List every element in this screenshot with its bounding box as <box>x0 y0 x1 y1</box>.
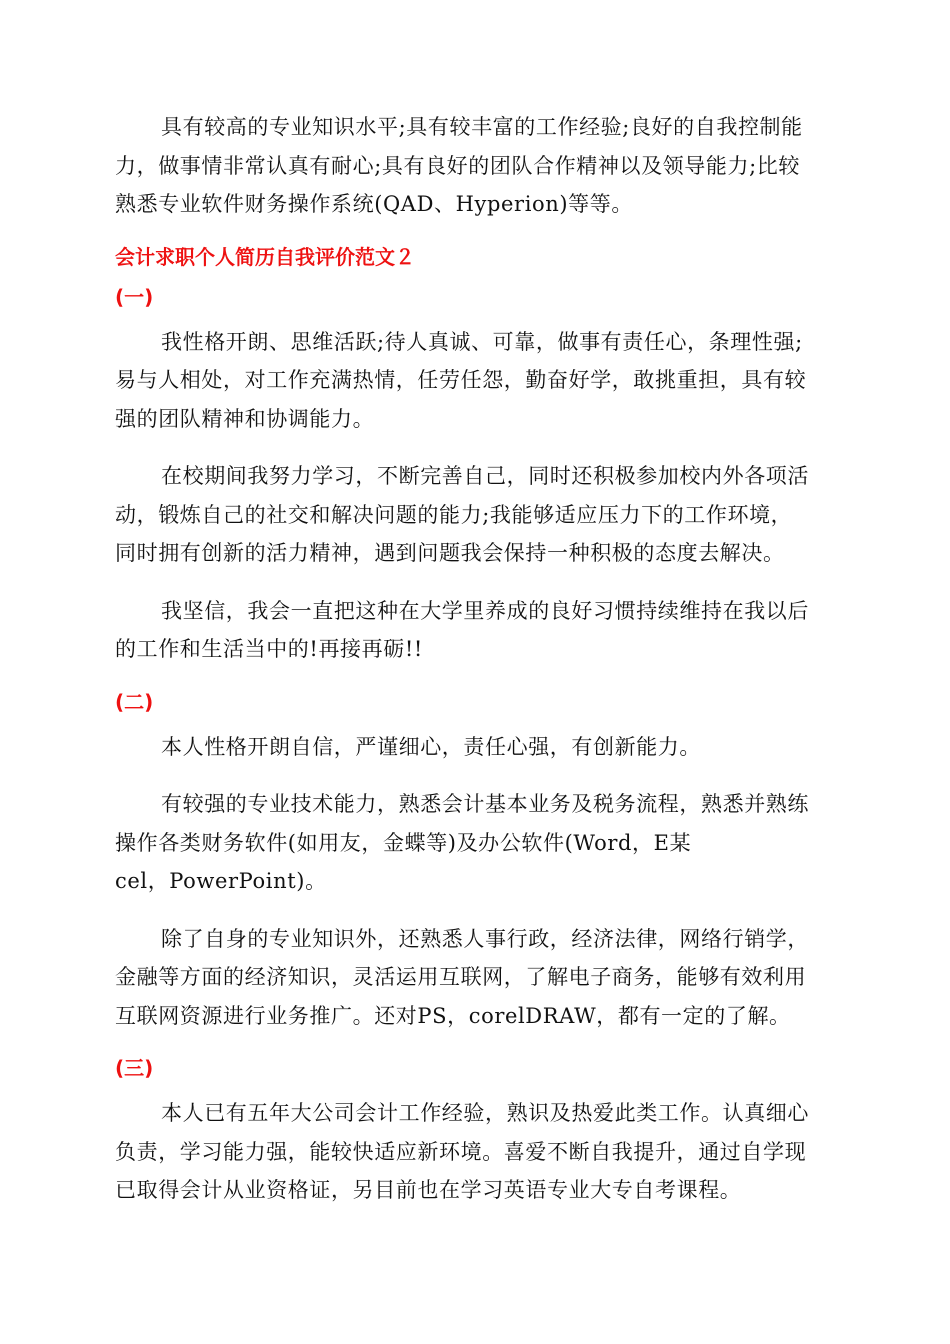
text-line: 除了自身的专业知识外，还熟悉人事行政，经济法律，网络行销学， <box>161 926 809 951</box>
text-line: 操作各类财务软件(如用友，金蝶等)及办公软件(Word，E某 <box>115 830 692 855</box>
intro-paragraph <box>115 108 835 224</box>
text-line: 已取得会计从业资格证，另目前也在学习英语专业大专自考课程。 <box>115 1178 742 1202</box>
text-line: 金融等方面的经济知识，灵活运用互联网，了解电子商务，能够有效利用 <box>115 965 807 989</box>
text-line: 动，锻炼自己的社交和解决问题的能力;我能够适应压力下的工作环境， <box>115 502 793 527</box>
text-line: 在校期间我努力学习，不断完善自己，同时还积极参加校内外各项活 <box>161 464 809 488</box>
document-page <box>115 108 835 1229</box>
text-line: 有较强的专业技术能力，熟悉会计基本业务及税务流程，熟悉并熟练 <box>161 792 809 816</box>
paragraph <box>115 920 835 1036</box>
paragraph <box>115 323 835 439</box>
text-line: 同时拥有创新的活力精神，遇到问题我会保持一种积极的态度去解决。 <box>115 541 785 565</box>
text-line: 本人性格开朗自信，严谨细心，责任心强，有创新能力。 <box>161 734 701 759</box>
section-label-2: (二) <box>115 689 154 714</box>
text-line: 我性格开朗、思维活跃;待人真诚、可靠，做事有责任心，条理性强; <box>161 329 803 354</box>
text-line: cel，PowerPoint)。 <box>115 869 327 893</box>
text-line: 熟悉专业软件财务操作系统(QAD、Hyperion)等等。 <box>115 192 633 216</box>
text-line: 互联网资源进行业务推广。还对PS，corelDRAW，都有一定的了解。 <box>115 1003 791 1028</box>
text-line: 强的团队精神和协调能力。 <box>115 406 375 431</box>
section-title: 会计求职个人简历自我评价范文２ <box>115 244 415 269</box>
text-line: 负责，学习能力强，能较快适应新环境。喜爱不断自我提升，通过自学现 <box>115 1139 807 1164</box>
paragraph <box>115 1094 835 1210</box>
text-line: 的工作和生活当中的!再接再砺!! <box>115 637 423 661</box>
text-line: 我坚信，我会一直把这种在大学里养成的良好习惯持续维持在我以后 <box>161 598 809 623</box>
text-line: 力，做事情非常认真有耐心;具有良好的团队合作精神以及领导能力;比较 <box>115 153 800 178</box>
paragraph <box>115 728 835 767</box>
text-line: 本人已有五年大公司会计工作经验，熟识及热爱此类工作。认真细心 <box>161 1101 809 1125</box>
paragraph <box>115 457 835 573</box>
paragraph <box>115 592 835 669</box>
text-line: 具有较高的专业知识水平;具有较丰富的工作经验;良好的自我控制能 <box>161 115 803 139</box>
paragraph <box>115 785 835 901</box>
section-label-1: (一) <box>115 284 154 309</box>
text-line: 易与人相处，对工作充满热情，任劳任怨，勤奋好学，敢挑重担，具有较 <box>115 368 807 392</box>
section-label-3: (三) <box>115 1056 154 1080</box>
